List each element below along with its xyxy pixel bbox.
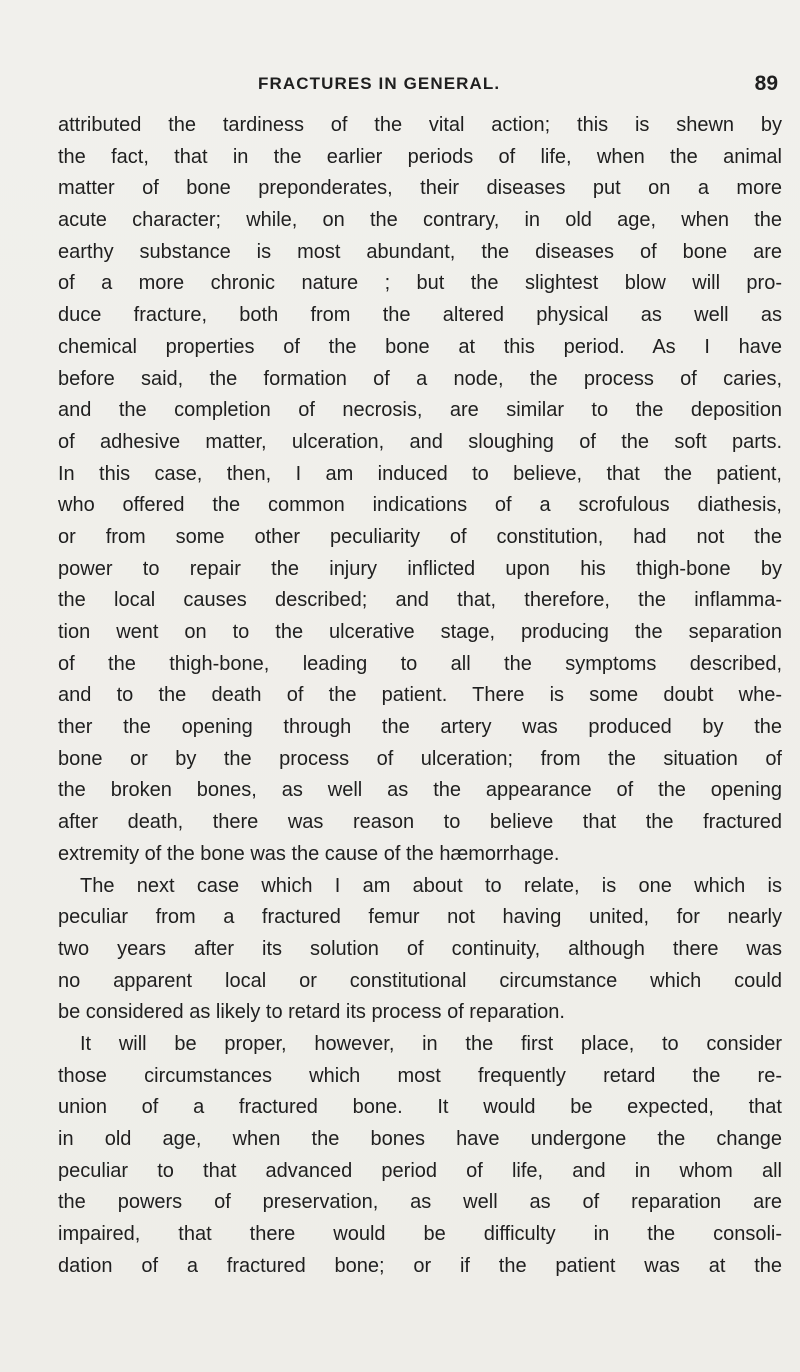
text-line: The next case which I am about to relate, is one which is bbox=[80, 874, 782, 897]
text-line: or from some other peculiarity of constitution, had not the bbox=[58, 525, 782, 548]
page-number: 89 bbox=[754, 72, 778, 95]
running-title: FRACTURES IN GENERAL. bbox=[258, 74, 501, 93]
text-line: two years after its solution of continuity, although there was bbox=[58, 937, 782, 960]
text-line: be considered as likely to retard its process of reparation. bbox=[58, 1001, 565, 1024]
text-line: attributed the tardiness of the vital action; this is shewn by bbox=[58, 114, 782, 136]
running-head bbox=[58, 74, 778, 104]
text-line: the fact, that in the earlier periods of life, when the animal bbox=[58, 145, 782, 168]
text-line: peculiar from a fractured femur not having united, for nearly bbox=[58, 906, 782, 929]
text-line: the local causes described; and that, therefore, the inflamma- bbox=[58, 589, 782, 612]
text-line: and the completion of necrosis, are similar to the deposition bbox=[58, 399, 782, 422]
text-line: the powers of preservation, as well as of reparation are bbox=[58, 1191, 782, 1214]
text-line: tion went on to the ulcerative stage, producing the separation bbox=[58, 621, 782, 643]
text-line: dation of a fractured bone; or if the patient was at the bbox=[58, 1254, 782, 1277]
text-line: extremity of the bone was the cause of the hæmorrhage. bbox=[58, 842, 560, 865]
text-line: matter of bone preponderates, their diseases put on a more bbox=[58, 177, 782, 200]
text-line: and to the death of the patient. There is some doubt whe- bbox=[58, 684, 782, 707]
text-line: In this case, then, I am induced to believe, that the patient, bbox=[58, 462, 782, 485]
text-line: power to repair the injury inflicted upon his thigh-bone by bbox=[58, 557, 782, 580]
text-line: bone or by the process of ulceration; from the situation of bbox=[58, 747, 782, 770]
text-line: union of a fractured bone. It would be expected, that bbox=[58, 1096, 782, 1119]
body-text bbox=[58, 110, 782, 1282]
text-line: chemical properties of the bone at this period. As I have bbox=[58, 335, 782, 358]
text-line: ther the opening through the artery was produced by the bbox=[58, 716, 782, 739]
text-line: earthy substance is most abundant, the diseases of bone are bbox=[58, 240, 782, 263]
text-line: no apparent local or constitutional circumstance which could bbox=[58, 969, 782, 992]
text-line: duce fracture, both from the altered physical as well as bbox=[58, 304, 782, 327]
text-line: impaired, that there would be difficulty in the consoli- bbox=[58, 1223, 782, 1246]
text-line: of adhesive matter, ulceration, and sloughing of the soft parts. bbox=[58, 430, 782, 453]
text-line: acute character; while, on the contrary, in old age, when the bbox=[58, 209, 782, 232]
text-line: It will be proper, however, in the first place, to consider bbox=[80, 1032, 782, 1055]
text-line: those circumstances which most frequently retard the re- bbox=[58, 1064, 782, 1087]
text-line: who offered the common indications of a scrofulous diathesis, bbox=[58, 494, 782, 517]
text-line: in old age, when the bones have undergone the change bbox=[58, 1128, 782, 1150]
text-line: of the thigh-bone, leading to all the symptoms described, bbox=[58, 652, 782, 675]
text-line: the broken bones, as well as the appearance of the opening bbox=[58, 779, 782, 802]
text-line: peculiar to that advanced period of life, and in whom all bbox=[58, 1159, 782, 1182]
text-line: of a more chronic nature ; but the slightest blow will pro- bbox=[58, 272, 782, 295]
text-line: before said, the formation of a node, the process of caries, bbox=[58, 367, 782, 390]
text-line: after death, there was reason to believe that the fractured bbox=[58, 811, 782, 834]
